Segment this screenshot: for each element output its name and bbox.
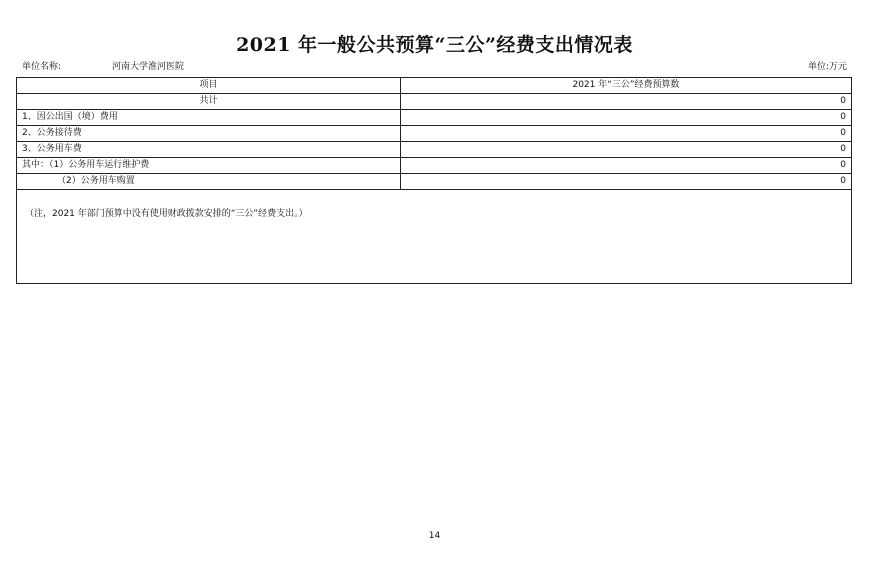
row-item-label: 2、公务接待费: [17, 126, 401, 142]
budget-table: [16, 77, 852, 284]
unit-name-value: 河南大学淮河医院: [112, 62, 185, 72]
unit-name-label: 单位名称:: [22, 62, 62, 72]
table-row: [17, 110, 852, 126]
table-row: [17, 126, 852, 142]
row-amount-value: 0: [401, 94, 852, 110]
unit-label: 单位:万元: [807, 62, 847, 72]
row-amount-value: 0: [401, 142, 852, 158]
table-row: [17, 158, 852, 174]
row-item-label: （2）公务用车购置: [17, 174, 401, 190]
row-amount-value: 0: [401, 126, 852, 142]
row-item-label: 3、公务用车费: [17, 142, 401, 158]
page-number: 14: [428, 531, 441, 541]
table-row: [17, 94, 852, 110]
row-item-label: 共计: [17, 94, 401, 110]
header-amount: 2021 年“三公”经费预算数: [401, 78, 852, 94]
header-item: 项目: [17, 78, 401, 94]
row-amount-value: 0: [401, 158, 852, 174]
table-note: （注，2021 年部门预算中没有使用财政拨款安排的“三公”经费支出。）: [17, 190, 852, 284]
table-row: [17, 174, 852, 190]
note-row: [17, 190, 852, 284]
row-item-label: 1、因公出国（境）费用: [17, 110, 401, 126]
table-header-row: [17, 78, 852, 94]
row-amount-value: 0: [401, 174, 852, 190]
document-title: 2021 年一般公共预算“三公”经费支出情况表: [236, 34, 633, 56]
table-row: [17, 142, 852, 158]
row-amount-value: 0: [401, 110, 852, 126]
row-item-label: 其中：（1）公务用车运行维护费: [17, 158, 401, 174]
